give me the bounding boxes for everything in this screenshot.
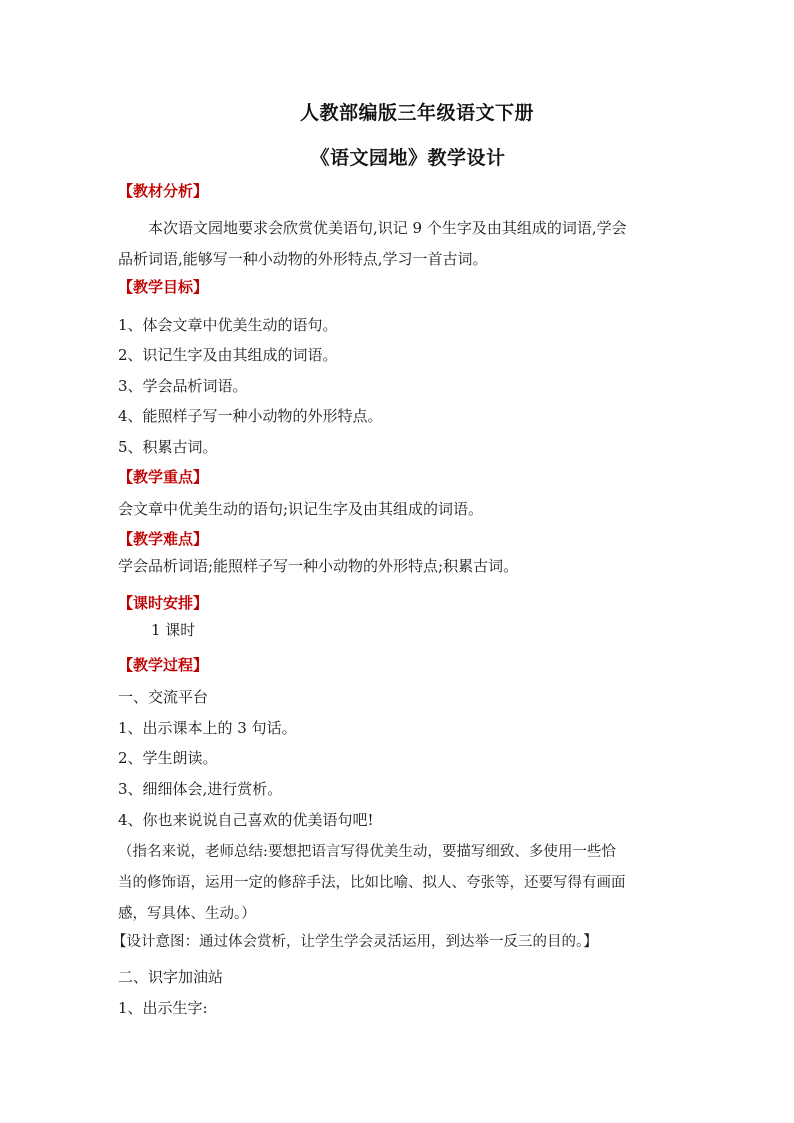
document-subtitle: 《语文园地》教学设计 bbox=[310, 147, 506, 169]
process-heading: 【教学过程】 bbox=[118, 656, 209, 674]
goal-item-2: 2、识记生字及由其组成的词语。 bbox=[118, 346, 338, 364]
part1-step-1: 1、出示课本上的 3 句话。 bbox=[118, 719, 297, 737]
schedule-text: 1 课时 bbox=[151, 621, 196, 639]
key-points-text: 会文章中优美生动的语句;识记生字及由其组成的词语。 bbox=[118, 500, 484, 518]
goals-heading: 【教学目标】 bbox=[118, 278, 209, 296]
analysis-heading: 【教材分析】 bbox=[118, 182, 209, 200]
difficulty-heading: 【教学难点】 bbox=[118, 530, 209, 548]
analysis-text-line-2: 品析词语,能够写一种小动物的外形特点,学习一首古词。 bbox=[118, 250, 488, 268]
part2-step-1: 1、出示生字: bbox=[118, 999, 208, 1017]
difficulty-text: 学会品析词语;能照样子写一种小动物的外形特点;积累古词。 bbox=[118, 557, 519, 575]
schedule-heading: 【课时安排】 bbox=[118, 594, 209, 612]
goal-item-3: 3、学会品析词语。 bbox=[118, 377, 248, 395]
goal-item-4: 4、能照样子写一种小动物的外形特点。 bbox=[118, 407, 383, 425]
part1-title: 一、交流平台 bbox=[118, 688, 209, 706]
part1-note-line-2: 当的修饰语，运用一定的修辞手法，比如比喻、拟人、夸张等，还要写得有画面 bbox=[118, 875, 626, 891]
goal-item-5: 5、积累古词。 bbox=[118, 438, 218, 456]
part1-step-4: 4、你也来说说自己喜欢的优美语句吧! bbox=[118, 811, 374, 829]
goal-item-1: 1、体会文章中优美生动的语句。 bbox=[118, 316, 338, 334]
part1-step-2: 2、学生朗读。 bbox=[118, 749, 218, 767]
key-points-heading: 【教学重点】 bbox=[118, 468, 209, 486]
part1-note-line-1: （指名来说，老师总结:要想把语言写得优美生动，要描写细致、多使用一些恰 bbox=[118, 844, 616, 860]
analysis-text-line-1: 本次语文园地要求会欣赏优美语句,识记 9 个生字及由其组成的词语,学会 bbox=[148, 219, 627, 237]
part2-title: 二、识字加油站 bbox=[118, 968, 224, 986]
part1-step-3: 3、细细体会,进行赏析。 bbox=[118, 780, 283, 798]
part1-note-line-3: 感，写具体、生动。） bbox=[118, 906, 256, 922]
design-intent-note: 【设计意图：通过体会赏析，让学生学会灵活运用，到达举一反三的目的。】 bbox=[112, 934, 598, 950]
document-title: 人教部编版三年级语文下册 bbox=[299, 102, 534, 124]
